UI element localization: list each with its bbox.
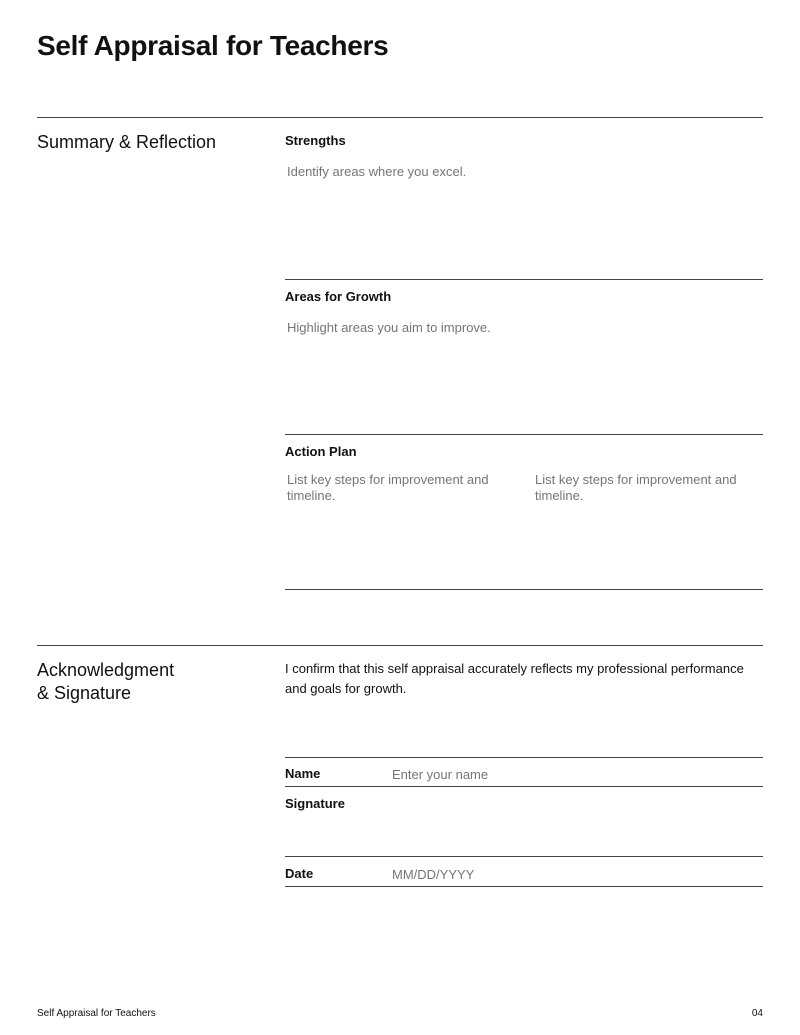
page-number: 04 bbox=[751, 1008, 763, 1019]
action-plan-label: Action Plan bbox=[285, 444, 357, 459]
name-label: Name bbox=[285, 766, 321, 781]
field-divider bbox=[285, 786, 763, 787]
growth-label: Areas for Growth bbox=[285, 289, 392, 304]
signature-area[interactable] bbox=[392, 792, 762, 852]
section-divider bbox=[37, 117, 763, 118]
growth-field[interactable] bbox=[287, 320, 757, 420]
footer-title: Self Appraisal for Teachers bbox=[37, 1008, 156, 1019]
action-plan-right-field[interactable] bbox=[535, 472, 760, 572]
page-title: Self Appraisal for Teachers bbox=[37, 30, 389, 61]
signature-label: Signature bbox=[285, 796, 345, 811]
summary-section-title: Summary & Reflection bbox=[37, 132, 217, 152]
field-divider bbox=[285, 886, 763, 887]
acknowledgment-section-title: Acknowledgment & Signature bbox=[37, 660, 175, 703]
section-divider bbox=[37, 645, 763, 646]
field-divider bbox=[285, 856, 763, 857]
strengths-field[interactable] bbox=[287, 164, 757, 264]
date-label: Date bbox=[285, 866, 314, 881]
name-input[interactable] bbox=[392, 765, 752, 783]
field-divider bbox=[285, 434, 763, 435]
acknowledgment-statement: I confirm that this self appraisal accurately reflects my professional performance and goals for growth. bbox=[285, 661, 744, 696]
date-input[interactable] bbox=[392, 865, 752, 883]
field-divider bbox=[285, 589, 763, 590]
strengths-label: Strengths bbox=[285, 133, 346, 148]
field-divider bbox=[285, 757, 763, 758]
action-plan-left-field[interactable] bbox=[287, 472, 512, 572]
field-divider bbox=[285, 279, 763, 280]
